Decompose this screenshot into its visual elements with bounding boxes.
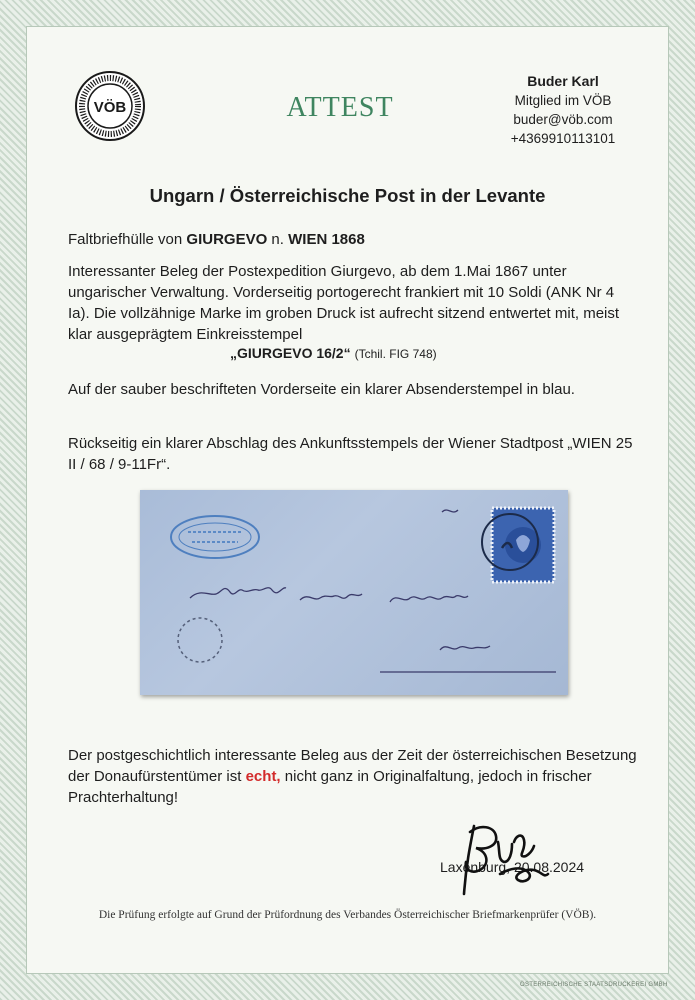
item-destination: WIEN 1868 — [288, 231, 365, 248]
arrival-postmark-faint — [178, 618, 222, 662]
conclusion-before: Der postgeschichtlich interessante Beleg aus der Zeit der österreichischen Besetzung der Donaufürstentümer ist — [68, 747, 637, 785]
certificate-heading: Ungarn / Österreichische Post in der Levante — [149, 185, 546, 206]
issuer-email: buder@vöb.com — [513, 112, 613, 127]
issuer-phone: +4369910113101 — [510, 131, 616, 146]
issuer-block — [488, 72, 638, 148]
item-mid: n. — [267, 231, 289, 248]
cancel-reference: (Tchil. FIG 748) — [354, 347, 437, 361]
printer-imprint: ÖSTERREICHISCHE STAATSDRUCKEREI GMBH — [520, 982, 668, 988]
cancel-text: „GIURGEVO 16/2“ — [230, 345, 351, 361]
cancel-line — [230, 345, 437, 361]
postage-stamp — [492, 508, 554, 582]
logo-text: VÖB — [93, 99, 127, 116]
issuer-membership: Mitglied im VÖB — [514, 93, 612, 108]
place-date: Laxenburg, 20.08.2024 — [440, 859, 585, 875]
sender-oval-cachet — [171, 516, 259, 558]
conclusion-after: nicht ganz in Originalfaltung, jedoch in frischer Prachterhaltung! — [68, 768, 592, 806]
footer-note: Die Prüfung erfolgte auf Grund der Prüfordnung des Verbandes Österreichischer Briefmarkenprüfer (VÖB). — [98, 909, 597, 921]
description-paragraph-2: Auf der sauber beschrifteten Vorderseite ein klarer Absenderstempel in blau. — [68, 381, 575, 398]
description-paragraph-1: Interessanter Beleg der Postexpedition Giurgevo, ab dem 1.Mai 1867 unter ungarischer Verwaltung. Vorderseitig portogerecht frankiert mit 10 Soldi (ANK Nr 4 Ia). Die vollzähnige Marke im groben Druck ist aufrecht sitzend entwertet mit, meist klar ausgeprägtem Einkreisstempel — [68, 263, 620, 343]
item-description — [68, 231, 365, 248]
description-paragraph-3: Rückseitig ein klarer Abschlag des Ankunftsstempels der Wiener Stadtpost „WIEN 25 II / 68 / 9-11Fr“. — [68, 435, 633, 473]
genuine-verdict: echt, — [245, 768, 281, 785]
item-origin: GIURGEVO — [186, 231, 268, 248]
conclusion-paragraph — [68, 745, 638, 808]
issuer-name: Buder Karl — [527, 73, 599, 89]
item-prefix: Faltbriefhülle von — [68, 231, 187, 248]
voeb-logo — [74, 70, 146, 142]
signature — [440, 812, 560, 902]
document-title: ATTEST — [286, 92, 394, 123]
cover-photo — [140, 490, 568, 695]
